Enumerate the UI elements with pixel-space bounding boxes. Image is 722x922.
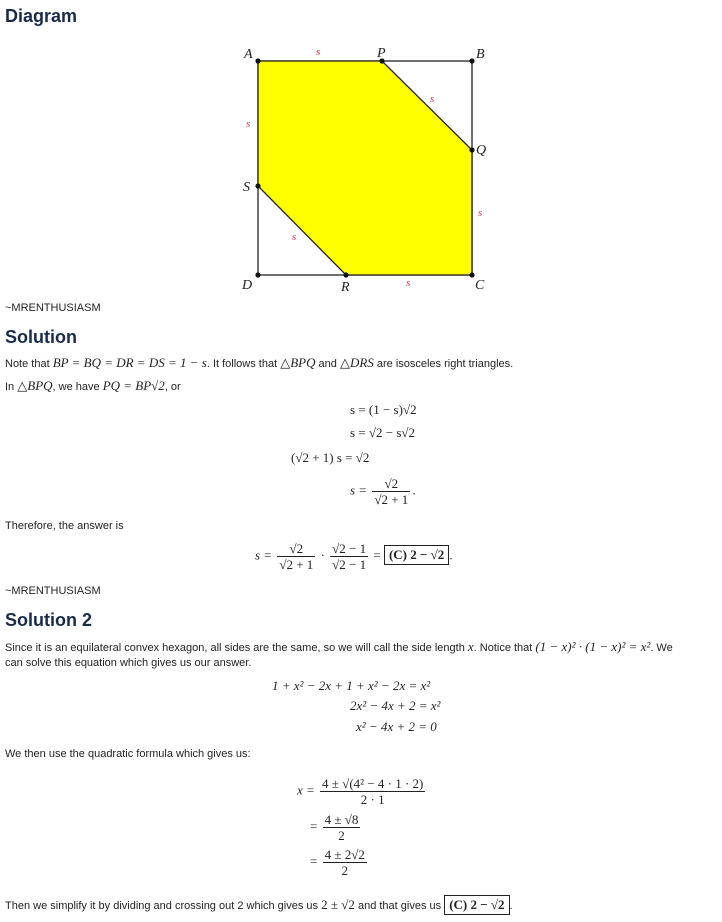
- side-label-left: s: [246, 118, 251, 130]
- side-label-right: s: [478, 207, 483, 219]
- point-Q: [469, 147, 474, 152]
- side-label-sr: s: [292, 231, 297, 243]
- answer-box-2: (C) 2 − √2: [444, 895, 509, 915]
- quadratic-step-1: x = $\frac{\text{4 ± √(4² − 4 · 1 · 2)}}{2 \cdot 1}$: [297, 776, 424, 807]
- equation-1: s = (1 − s)√2: [350, 402, 417, 417]
- point-R: [343, 272, 348, 277]
- answer-box-1: (C) 2 − √2: [384, 545, 449, 565]
- quadratic-intro: We then use the quadratic formula which gives us:: [5, 748, 251, 760]
- point-C: [469, 272, 474, 277]
- label-R: R: [341, 280, 350, 295]
- quadratic-step-3: = $\frac{4 \pm 2√2}{2}$: [310, 847, 365, 878]
- solution2-heading: Solution 2: [5, 610, 92, 630]
- label-Q: Q: [476, 143, 487, 158]
- signature-1: ~MRENTHUSIASM: [5, 302, 101, 314]
- solution-line-2: In △BPQ, we have PQ = BP√2, or: [5, 378, 181, 393]
- equation-a: 1 + x² − 2x + 1 + x² − 2x = x²: [272, 678, 431, 693]
- equation-c: x² − 4x + 2 = 0: [356, 719, 437, 734]
- hexagon-fill: [258, 61, 472, 275]
- equation-2: s = √2 − s√2: [350, 425, 416, 440]
- solution-line-1: Note that BP = BQ = DR = DS = 1 − s. It follows that △BPQ and △DRS are isosceles right triangles.: [5, 355, 514, 370]
- hexagon-diagram: [230, 38, 500, 298]
- quadratic-step-2: = $\frac{4 \pm √8}{2}$: [310, 812, 359, 843]
- label-D: D: [242, 278, 253, 293]
- signature-2: ~MRENTHUSIASM: [5, 585, 101, 597]
- label-C: C: [475, 278, 485, 293]
- side-label-bottom: s: [406, 277, 411, 289]
- solution2-para-2: can solve this equation which gives us our answer.: [5, 657, 252, 669]
- side-label-top: s: [316, 46, 321, 58]
- therefore-text: Therefore, the answer is: [5, 520, 124, 532]
- diagram-heading: Diagram: [5, 6, 78, 26]
- label-S: S: [243, 180, 250, 195]
- answer-equation: s = $\frac{√2}{√2 + 1}$ · $\frac{√2 - 1}{√2 - 1}$ = (C) 2 − √2 .: [255, 541, 453, 572]
- equation-b: 2x² − 4x + 2 = x²: [350, 698, 441, 713]
- equation-3: (√2 + 1) s = √2: [291, 450, 370, 465]
- label-A: A: [244, 47, 253, 62]
- label-B: B: [476, 47, 485, 62]
- point-A: [255, 58, 260, 63]
- label-P: P: [377, 46, 386, 61]
- solution2-para-1: Since it is an equilateral convex hexagon, all sides are the same, so we will call the side length x. Notice that (1 − x)² · (1 − x)² = x². We: [5, 639, 673, 654]
- point-B: [469, 58, 474, 63]
- solution-heading: Solution: [5, 327, 77, 347]
- side-label-pq: s: [430, 93, 435, 105]
- equation-4: s = $\frac{√2}{√2 + 1}$ .: [350, 476, 416, 507]
- point-D: [255, 272, 260, 277]
- point-S: [255, 183, 260, 188]
- final-line: Then we simplify it by dividing and crossing out 2 which gives us 2 ± √2 and that gives us (C) 2 − √2 .: [5, 895, 513, 915]
